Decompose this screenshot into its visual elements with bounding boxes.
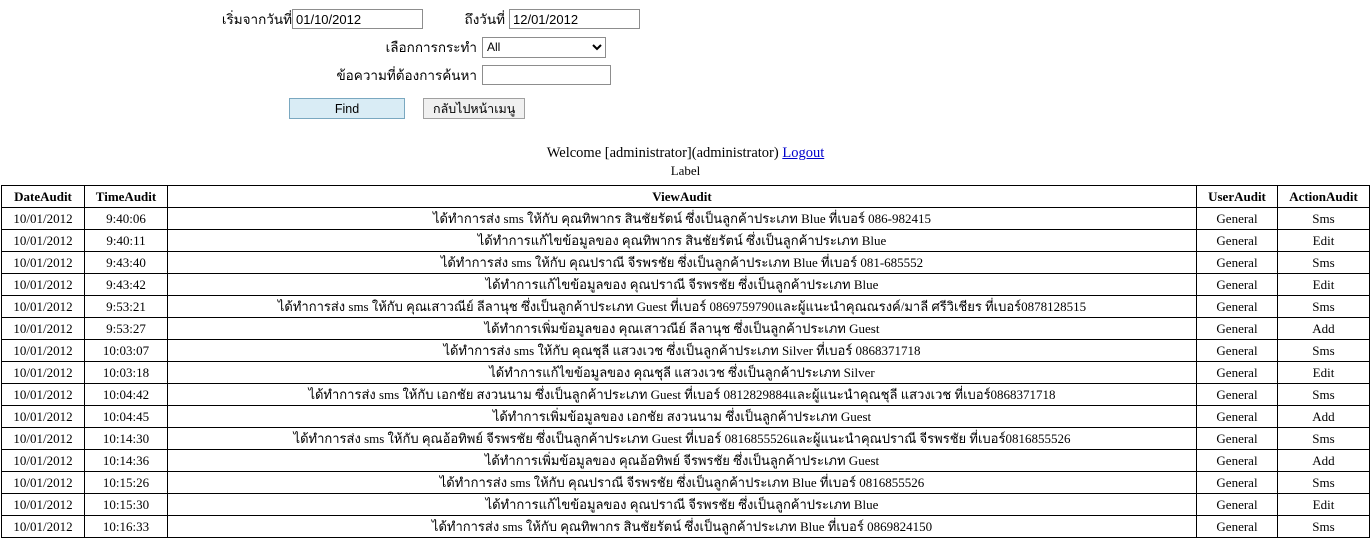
cell-time-audit: 10:16:33: [85, 516, 168, 538]
audit-table-wrapper: [0, 185, 1371, 538]
cell-action-audit: Edit: [1278, 494, 1370, 516]
cell-time-audit: 10:03:18: [85, 362, 168, 384]
cell-user-audit: General: [1197, 450, 1278, 472]
audit-table: [1, 185, 1370, 538]
cell-time-audit: 10:03:07: [85, 340, 168, 362]
from-date-input[interactable]: [292, 9, 423, 29]
cell-action-audit: Edit: [1278, 274, 1370, 296]
cell-date-audit: 10/01/2012: [2, 296, 85, 318]
cell-date-audit: 10/01/2012: [2, 340, 85, 362]
cell-time-audit: 9:53:21: [85, 296, 168, 318]
search-text-label: ข้อความที่ต้องการค้นหา: [336, 68, 477, 83]
cell-time-audit: 9:43:40: [85, 252, 168, 274]
cell-time-audit: 9:53:27: [85, 318, 168, 340]
table-row: [2, 274, 1370, 296]
cell-user-audit: General: [1197, 428, 1278, 450]
cell-action-audit: Sms: [1278, 384, 1370, 406]
cell-view-audit: ได้ทำการแก้ไขข้อมูลของ คุณปราณี จีรพรชัย ซึ่งเป็นลูกค้าประเภท Blue: [168, 494, 1197, 516]
cell-date-audit: 10/01/2012: [2, 406, 85, 428]
cell-action-audit: Sms: [1278, 296, 1370, 318]
header-date-audit: DateAudit: [2, 186, 85, 208]
cell-user-audit: General: [1197, 406, 1278, 428]
cell-action-audit: Sms: [1278, 340, 1370, 362]
table-row: [2, 472, 1370, 494]
table-row: [2, 252, 1370, 274]
label-text: Label: [670, 163, 701, 178]
welcome-line: [0, 145, 1371, 162]
cell-time-audit: 9:40:11: [85, 230, 168, 252]
to-date-input[interactable]: [509, 9, 640, 29]
cell-time-audit: 10:14:30: [85, 428, 168, 450]
cell-action-audit: Edit: [1278, 362, 1370, 384]
table-row: [2, 340, 1370, 362]
cell-view-audit: ได้ทำการแก้ไขข้อมูลของ คุณชุลี แสวงเวช ซึ่งเป็นลูกค้าประเภท Silver: [168, 362, 1197, 384]
table-row: [2, 494, 1370, 516]
cell-view-audit: ได้ทำการเพิ่มข้อมูลของ เอกชัย สงวนนาม ซึ่งเป็นลูกค้าประเภท Guest: [168, 406, 1197, 428]
cell-view-audit: ได้ทำการเพิ่มข้อมูลของ คุณอ้อทิพย์ จีรพรชัย ซึ่งเป็นลูกค้าประเภท Guest: [168, 450, 1197, 472]
to-date-label: ถึงวันที่: [464, 12, 505, 27]
cell-user-audit: General: [1197, 384, 1278, 406]
table-row: [2, 318, 1370, 340]
cell-date-audit: 10/01/2012: [2, 516, 85, 538]
cell-user-audit: General: [1197, 516, 1278, 538]
cell-action-audit: Add: [1278, 318, 1370, 340]
action-label: เลือกการกระทำ: [385, 40, 477, 55]
cell-view-audit: ได้ทำการส่ง sms ให้กับ คุณเสาวณีย์ ลีลานุช ซึ่งเป็นลูกค้าประเภท Guest ที่เบอร์ 0869759790และผู้แนะนำคุณณรงค์/มาลี ศรีวิเชียร ที่เบอร์0878128515: [168, 296, 1197, 318]
table-row: [2, 296, 1370, 318]
cell-action-audit: Sms: [1278, 516, 1370, 538]
table-row: [2, 516, 1370, 538]
cell-user-audit: General: [1197, 274, 1278, 296]
audit-table-body: [2, 208, 1370, 538]
table-header-row: [2, 186, 1370, 208]
cell-time-audit: 10:15:30: [85, 494, 168, 516]
table-row: [2, 362, 1370, 384]
cell-user-audit: General: [1197, 362, 1278, 384]
table-row: [2, 384, 1370, 406]
cell-date-audit: 10/01/2012: [2, 208, 85, 230]
cell-view-audit: ได้ทำการส่ง sms ให้กับ คุณชุลี แสวงเวช ซึ่งเป็นลูกค้าประเภท Silver ที่เบอร์ 0868371718: [168, 340, 1197, 362]
logout-link[interactable]: Logout: [782, 145, 825, 161]
table-row: [2, 406, 1370, 428]
cell-view-audit: ได้ทำการส่ง sms ให้กับ คุณปราณี จีรพรชัย ซึ่งเป็นลูกค้าประเภท Blue ที่เบอร์ 0816855526: [168, 472, 1197, 494]
cell-action-audit: Sms: [1278, 428, 1370, 450]
cell-date-audit: 10/01/2012: [2, 428, 85, 450]
action-select[interactable]: [482, 37, 606, 58]
cell-date-audit: 10/01/2012: [2, 274, 85, 296]
cell-date-audit: 10/01/2012: [2, 472, 85, 494]
cell-view-audit: ได้ทำการส่ง sms ให้กับ เอกชัย สงวนนาม ซึ่งเป็นลูกค้าประเภท Guest ที่เบอร์ 0812829884และผู้แนะนำคุณชุลี แสวงเวช ที่เบอร์0868371718: [168, 384, 1197, 406]
cell-date-audit: 10/01/2012: [2, 362, 85, 384]
cell-user-audit: General: [1197, 340, 1278, 362]
cell-date-audit: 10/01/2012: [2, 494, 85, 516]
cell-date-audit: 10/01/2012: [2, 230, 85, 252]
table-row: [2, 230, 1370, 252]
back-to-menu-button[interactable]: กลับไปหน้าเมนู: [423, 98, 525, 119]
cell-view-audit: ได้ทำการเพิ่มข้อมูลของ คุณเสาวณีย์ ลีลานุช ซึ่งเป็นลูกค้าประเภท Guest: [168, 318, 1197, 340]
cell-time-audit: 10:04:42: [85, 384, 168, 406]
cell-user-audit: General: [1197, 296, 1278, 318]
cell-user-audit: General: [1197, 252, 1278, 274]
find-button[interactable]: Find: [289, 98, 405, 119]
cell-view-audit: ได้ทำการส่ง sms ให้กับ คุณทิพากร สินชัยรัตน์ ซึ่งเป็นลูกค้าประเภท Blue ที่เบอร์ 0869824150: [168, 516, 1197, 538]
cell-view-audit: ได้ทำการส่ง sms ให้กับ คุณทิพากร สินชัยรัตน์ ซึ่งเป็นลูกค้าประเภท Blue ที่เบอร์ 086-982415: [168, 208, 1197, 230]
action-select-row: [0, 36, 1371, 58]
header-view-audit: ViewAudit: [168, 186, 1197, 208]
search-text-row: [0, 64, 1371, 86]
cell-time-audit: 9:43:42: [85, 274, 168, 296]
cell-view-audit: ได้ทำการแก้ไขข้อมูลของ คุณทิพากร สินชัยรัตน์ ซึ่งเป็นลูกค้าประเภท Blue: [168, 230, 1197, 252]
cell-date-audit: 10/01/2012: [2, 384, 85, 406]
date-range-row: [0, 8, 1371, 30]
cell-date-audit: 10/01/2012: [2, 252, 85, 274]
search-form: [0, 0, 1371, 119]
cell-user-audit: General: [1197, 318, 1278, 340]
cell-time-audit: 9:40:06: [85, 208, 168, 230]
form-buttons-row: [0, 98, 1371, 119]
cell-date-audit: 10/01/2012: [2, 318, 85, 340]
from-date-label: เริ่มจากวันที่: [221, 12, 292, 27]
cell-time-audit: 10:04:45: [85, 406, 168, 428]
cell-action-audit: Sms: [1278, 208, 1370, 230]
header-user-audit: UserAudit: [1197, 186, 1278, 208]
cell-user-audit: General: [1197, 472, 1278, 494]
cell-action-audit: Sms: [1278, 252, 1370, 274]
cell-action-audit: Add: [1278, 450, 1370, 472]
table-row: [2, 428, 1370, 450]
cell-time-audit: 10:15:26: [85, 472, 168, 494]
cell-view-audit: ได้ทำการส่ง sms ให้กับ คุณอ้อทิพย์ จีรพรชัย ซึ่งเป็นลูกค้าประเภท Guest ที่เบอร์ 0816855526และผู้แนะนำคุณปราณี จีรพรชัย ที่เบอร์0816855526: [168, 428, 1197, 450]
cell-user-audit: General: [1197, 208, 1278, 230]
cell-action-audit: Sms: [1278, 472, 1370, 494]
cell-time-audit: 10:14:36: [85, 450, 168, 472]
cell-action-audit: Add: [1278, 406, 1370, 428]
cell-view-audit: ได้ทำการแก้ไขข้อมูลของ คุณปราณี จีรพรชัย ซึ่งเป็นลูกค้าประเภท Blue: [168, 274, 1197, 296]
cell-user-audit: General: [1197, 494, 1278, 516]
welcome-text: Welcome [administrator](administrator): [546, 145, 779, 161]
header-time-audit: TimeAudit: [85, 186, 168, 208]
table-row: [2, 208, 1370, 230]
table-row: [2, 450, 1370, 472]
search-text-input[interactable]: [482, 65, 611, 85]
cell-view-audit: ได้ทำการส่ง sms ให้กับ คุณปราณี จีรพรชัย ซึ่งเป็นลูกค้าประเภท Blue ที่เบอร์ 081-685552: [168, 252, 1197, 274]
header-action-audit: ActionAudit: [1278, 186, 1370, 208]
cell-action-audit: Edit: [1278, 230, 1370, 252]
cell-user-audit: General: [1197, 230, 1278, 252]
cell-date-audit: 10/01/2012: [2, 450, 85, 472]
